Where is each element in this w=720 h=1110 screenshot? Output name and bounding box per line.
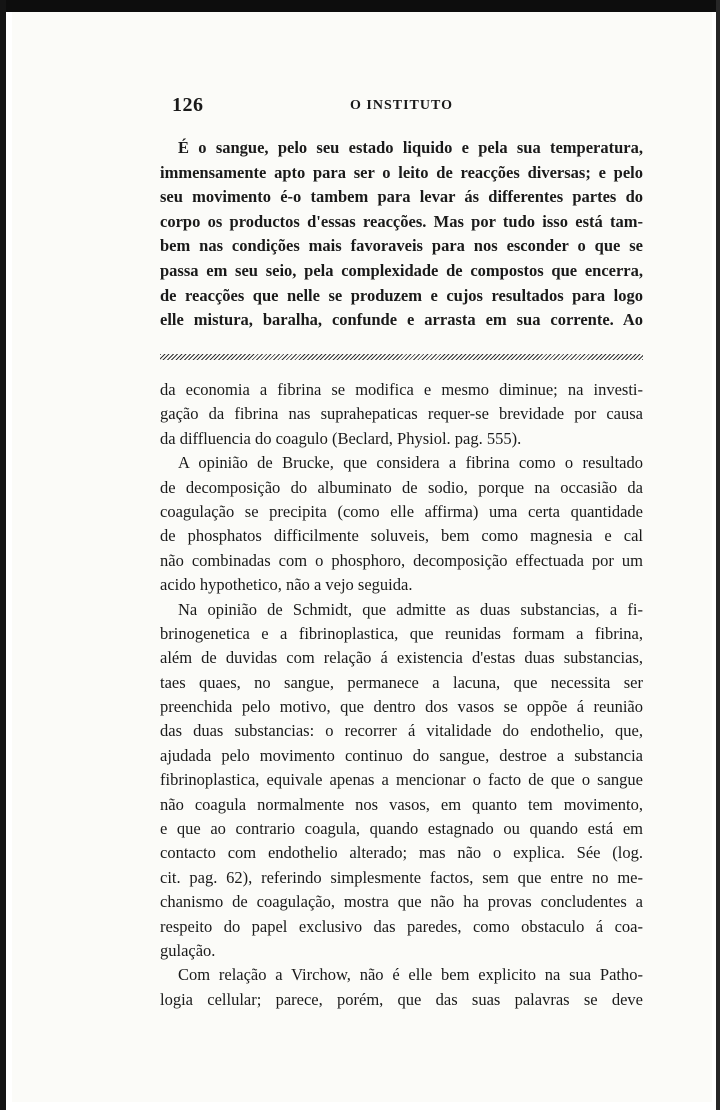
body-text — [160, 378, 643, 1012]
text-line: A opinião de Brucke, que considera a fibrina como o resultado — [178, 453, 643, 473]
text-line: acido hypothetico, não a vejo seguida. — [160, 575, 413, 595]
pasted-slip-paragraph — [160, 136, 643, 333]
text-line: e que ao contrario coagula, quando estagnado ou quando está em — [160, 819, 643, 839]
text-line: preenchida pelo motivo, que dentro dos vasos se oppõe á reunião — [160, 697, 643, 717]
text-line: não combinadas com o phosphoro, decomposição effectuada por um — [160, 550, 643, 570]
text-line: taes quaes, no sangue, permanece a lacuna, que necessita ser — [160, 672, 643, 692]
text-line: respeito do papel exclusivo das paredes, como obstaculo á coa- — [160, 916, 643, 936]
text-line: seu movimento é-o tambem para levar ás differentes partes do — [160, 187, 643, 207]
text-line: coagulação se precipita (como elle affirma) uma certa quantidade — [160, 501, 643, 521]
text-line: de decomposição do albuminato de sodio, porque na occasião da — [160, 477, 643, 497]
text-line: chanismo de coagulação, mostra que não ha provas concludentes a — [160, 892, 643, 912]
text-line: além de duvidas com relação á existencia d'estas duas substancias, — [160, 648, 643, 668]
scan-border-left — [0, 0, 6, 1110]
text-line: contacto com endothelio alterado; mas não o explica. Sée (log. — [160, 843, 643, 863]
text-line: ajudada pelo movimento continuo do sangue, destroe a substancia — [160, 745, 643, 765]
text-line: É o sangue, pelo seu estado liquido e pela sua temperatura, — [178, 138, 643, 157]
scan-border-top — [0, 0, 720, 12]
text-line: gação da fibrina nas suprahepaticas requer-se brevidade por causa — [160, 404, 643, 424]
text-line: Na opinião de Schmidt, que admitte as duas substancias, a fi- — [178, 599, 643, 619]
text-line: corpo os productos d'essas reacções. Mas por tudo isso está tam- — [160, 211, 643, 231]
text-line: de phosphatos difficilmente soluveis, bem como magnesia e cal — [160, 526, 643, 546]
text-line: da economia a fibrina se modifica e mesmo diminue; na investi- — [160, 380, 643, 399]
text-line: da diffluencia do coagulo (Beclard, Physiol. pag. 555). — [160, 428, 522, 448]
text-line: immensamente apto para ser o leito de reacções diversas; e pelo — [160, 162, 643, 182]
text-line: gulação. — [160, 940, 216, 960]
text-line: elle mistura, baralha, confunde e arrasta em sua corrente. Ao — [160, 310, 643, 330]
slip-edge-divider — [160, 354, 643, 360]
text-line: bem nas condições mais favoraveis para nos esconder o que se — [160, 236, 643, 256]
text-line: não coagula normalmente nos vasos, em quanto tem movimento, — [160, 794, 643, 814]
scan-border-right — [716, 0, 720, 1110]
text-line: de reacções que nelle se produzem e cujos resultados para logo — [160, 285, 643, 305]
text-line: passa em seu seio, pela complexidade de compostos que encerra, — [160, 260, 643, 280]
running-title: O INSTITUTO — [350, 98, 453, 113]
text-line: cit. pag. 62), referindo simplesmente factos, sem que entre no me- — [160, 867, 643, 887]
text-line: fibrinoplastica, equivale apenas a mencionar o facto de que o sangue — [160, 770, 643, 790]
text-line: logia cellular; parece, porém, que das suas palavras se deve — [160, 989, 643, 1009]
text-line: brinogenetica e a fibrinoplastica, que reunidas formam a fibrina, — [160, 623, 643, 643]
page-header — [160, 94, 643, 118]
text-line: das duas substancias: o recorrer á vitalidade do endothelio, que, — [160, 721, 643, 741]
page-number: 126 — [172, 94, 204, 116]
text-line: Com relação a Virchow, não é elle bem explicito na sua Patho- — [178, 965, 643, 985]
